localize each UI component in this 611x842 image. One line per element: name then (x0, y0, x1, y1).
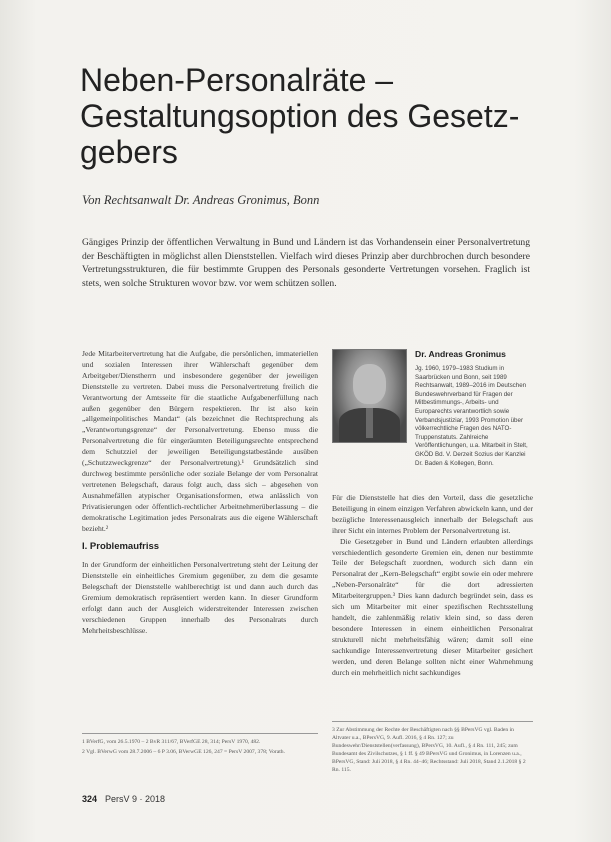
issue-label: PersV 9 · 2018 (105, 794, 166, 804)
footnotes-right (332, 726, 533, 776)
author-bio-text: Jg. 1960, 1979–1983 Studium in Saarbrücken und Bonn, seit 1989 Rechtsanwalt, 1989–2016 im Deutschen Bundeswehrverband für Fragen der Mitbestimmungs-, Arbeits- und Europarechts verantwortlich sowie Verbandsjustiziar, 1993 Promotion über völkerrechtliche Fragen des NATO-Truppenstatuts. Zahlreiche Veröffentlichungen, u.a. Mitarbeit in Stelt, GKÖD Bd. V. Derzeit Sozius der Kanzlei Dr. Baden & Kollegen, Bonn. (415, 365, 528, 467)
right-column (332, 493, 533, 678)
lead-paragraph: Gängiges Prinzip der öffentlichen Verwaltung in Bund und Ländern ist das Vorhandensein einer Personalvertretung der Beschäftigten in möglichst allen Dienststellen. Vielfach wird dieses Prinzip aber durchbrochen durch besondere Vertretungsstrukturen, die für bestimmte Gruppen des Personals gesonderte Vertretungen vorsehen. Fraglich ist stets, wen solche Strukturen wovor bzw. vor wem schützen sollen. (82, 237, 530, 289)
body-paragraph: In der Grundform der einheitlichen Personalvertretung steht der Leitung der Dienststelle ein einheitliches Gremium gegenüber, zu dem die gesamte Belegschaft der Dienststelle wahlberechtigt ist und dann auch durch das Gremium demokratisch repräsentiert werden kann. In dieser Grundform erfolgt dann auch der Ausgleich widerstreitender Interessen zwischen verschiedenen Gruppen innerhalb des Personalrats durch Mehrheitsbeschlüsse. (82, 560, 318, 635)
article-title (80, 62, 540, 170)
author-byline: Von Rechtsanwalt Dr. Andreas Gronimus, Bonn (82, 193, 320, 207)
page-number: 324 (82, 794, 98, 804)
page-footer (82, 794, 165, 804)
body-paragraph: Jede Mitarbeitervertretung hat die Aufgabe, die persönlichen, immateriellen und sozialen Interessen ihrer Wählerschaft gegenüber dem Arbeitgeber/Dienstherrn und insbesondere gegenüber der jeweiligen Dienststelle zu vertreten. Dabei muss die Personalvertretung freilich die Verantwortung der Amtsseite für die staatliche Aufgabenerfüllung nach außen gegenüber den Bürgern respektieren. Ihr ist also kein „allgemeinpolitisches Mandat“ (als bezeichnet die Rechtsprechung als „Verantwortungsgrenze“ der Personalvertretung. Ebenso muss die Personalvertretung die für eingeräumten Beteiligungsrechte entsprechend dem Schutzziel der jeweiligen Beteiligungstatbestände ausüben („Schutzzweckgrenze“ der Personalvertretung).¹ Grundsätzlich sind durchweg bestimmte persönliche oder soziale Belange der vom Personalrat vertretenen Belegschaft, daraus folgt auch, dass sich – abgesehen von Ausnahmefällen atypischer Organisationsformen, etwa anlässlich von Privatisierungen oder öffentlich-rechtlicher Arbeitnehmerüberlassung – die demokratische Legitimation jedes Personalrats aus die eigene Wählerschaft bezieht.² (82, 349, 318, 533)
title-line: Neben-Personalräte – (80, 62, 394, 98)
footnote: 1 BVerfG, vom 26.5.1970 – 2 BvR 311/67, BVerfGE 28, 314; PersV 1970, 482. (82, 739, 261, 745)
left-column (82, 349, 318, 637)
footnote-divider (82, 733, 318, 734)
footnotes-left (82, 738, 318, 758)
footnote-divider (332, 721, 533, 722)
body-paragraph: Die Gesetzgeber in Bund und Ländern erlaubten allerdings verschiedentlich gesonderte Gremien ein, denen nur bestimmte Teile der Belegschaft zuordnen, wodurch sich dann ein Personalrat der „Kern-Belegschaft“ ergibt sowie ein oder mehrere „Neben-Personalräte“ für die dort adressierten Mitarbeitergruppen.³ Dies kann dadurch begründet sein, dass es sich um Mitarbeiter mit einer spezifischen Rechtsstellung handelt, die zahlenmäßig relativ klein sind, so dass deren besondere Interessen in einem einheitlichen Personalrat strukturell nicht mehrheitsfähig wären; damit soll eine sachkundige Interessenvertretung dieser Mitarbeiter gesichert werden, und deren Belange sollten nicht einer Wahrnehmung durch ein mehrheitlich nicht sachkundiges (332, 536, 533, 677)
title-line: Gestaltungsoption des Gesetz- (80, 98, 520, 134)
footnote: 3 Zur Abstimmung der Rechte der Beschäftigten nach §§ BPersVG vgl. Baden in Altvater u.a., BPersVG, 9. Aufl. 2016, § 4 Rn. 127; zu Bundeswehr/Dienststellen(verfassung), BPersVG, 10. Aufl., § 4 Rn. 111, 245; zum Bundesamt des Zivilschutzes, § 1 ff. § 49 BPersVG und Gronimus, in Lorenzen u.a., BPersVG, Stand: Juli 2018, § 4 Rn. 44–46; Rechtsstand: Juli 2018, Stand 2.1.2018 § 2 Rn. 115. (332, 727, 526, 773)
section-heading: I. Problemaufriss (82, 541, 160, 553)
body-paragraph: Für die Dienststelle hat dies den Vorteil, dass die gesetzliche Beteiligung in einem einzigen Verfahren abwickeln kann, und der bezügliche Interessenausgleich innerhalb der Belegschaft aus ihrer Sicht ein internes Problem der Personalvertretung ist. (332, 493, 533, 535)
author-photo (332, 349, 407, 443)
title-line: gebers (80, 134, 178, 170)
author-bio (415, 349, 535, 468)
footnote: 2 Vgl. BVerwG vom 28.7.2006 – 6 P 3.06, BVerwGE 126, 247 = PersV 2007, 378; Vorath. (82, 749, 285, 755)
author-name: Dr. Andreas Gronimus (415, 349, 506, 359)
